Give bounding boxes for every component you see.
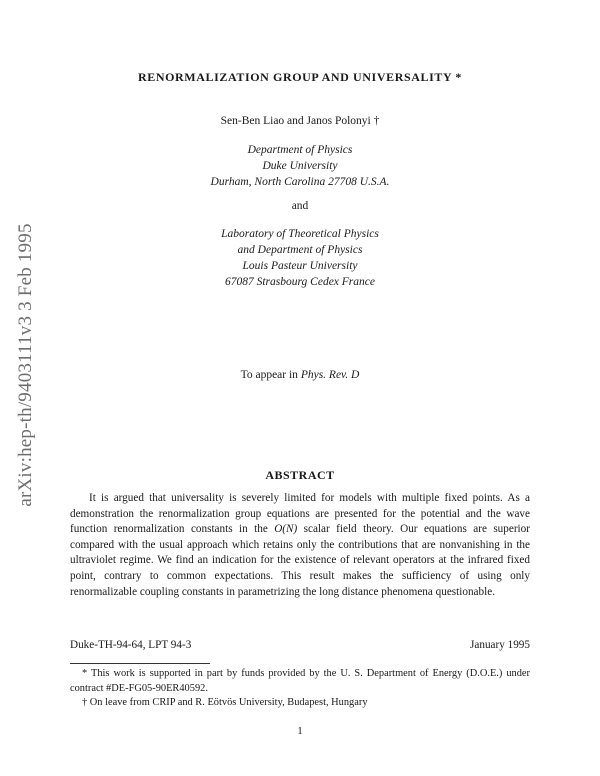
abstract-math: O(N): [274, 523, 298, 536]
abstract-text: It is argued that universality is severely limited for models with multiple fixed points. As a demonstration the renormalization group equations are presented for the potential and the wave function renormalization constants in the: [70, 492, 530, 536]
report-date: January 1995: [470, 639, 530, 651]
affiliation-line: Louis Pasteur University: [242, 260, 358, 272]
journal-name: Phys. Rev. D: [300, 369, 360, 381]
report-number: Duke-TH-94-64, LPT 94-3: [70, 639, 192, 651]
arxiv-identifier: arXiv:hep-th/9403111v3 3 Feb 1995: [15, 223, 36, 507]
affiliation-line: and Department of Physics: [237, 244, 363, 256]
affiliation-strasbourg: [0, 226, 600, 290]
footnote-rule: [70, 663, 210, 664]
affiliation-line: Duke University: [262, 160, 338, 172]
and-separator: and: [291, 200, 309, 212]
affiliation-duke: [0, 142, 600, 190]
abstract-body: [70, 491, 530, 600]
page-number: 1: [297, 725, 303, 737]
paper-title: RENORMALIZATION GROUP AND UNIVERSALITY *: [137, 70, 463, 84]
affiliation-line: Laboratory of Theoretical Physics: [221, 228, 379, 240]
footnote-funding: * This work is supported in part by funds provided by the U. S. Department of Energy (D.O.E.) under contract #DE-FG05-90ER40592.: [70, 668, 530, 694]
affiliation-line: Durham, North Carolina 27708 U.S.A.: [210, 176, 390, 188]
author-line: Sen-Ben Liao and Janos Polonyi †: [220, 115, 380, 127]
abstract-heading: ABSTRACT: [265, 468, 335, 482]
affiliation-line: Department of Physics: [247, 144, 353, 156]
publication-note: [0, 369, 600, 381]
affiliation-line: 67087 Strasbourg Cedex France: [224, 276, 375, 288]
abstract-text: scalar field theory. Our equations are superior compared with the usual approach which retains only the contributions that are nonvanishing in the ultraviolet regime. We find an indication for the existence of relevant operators at the infrared fixed point, contrary to common expectations. This result makes the sufficiency of using only renormalizable coupling constants in parametrizing the long distance phenomena questionable.: [70, 523, 530, 598]
footnote-leave: † On leave from CRIP and R. Eötvös University, Budapest, Hungary: [82, 697, 368, 708]
publication-prefix: To appear in: [240, 369, 301, 381]
